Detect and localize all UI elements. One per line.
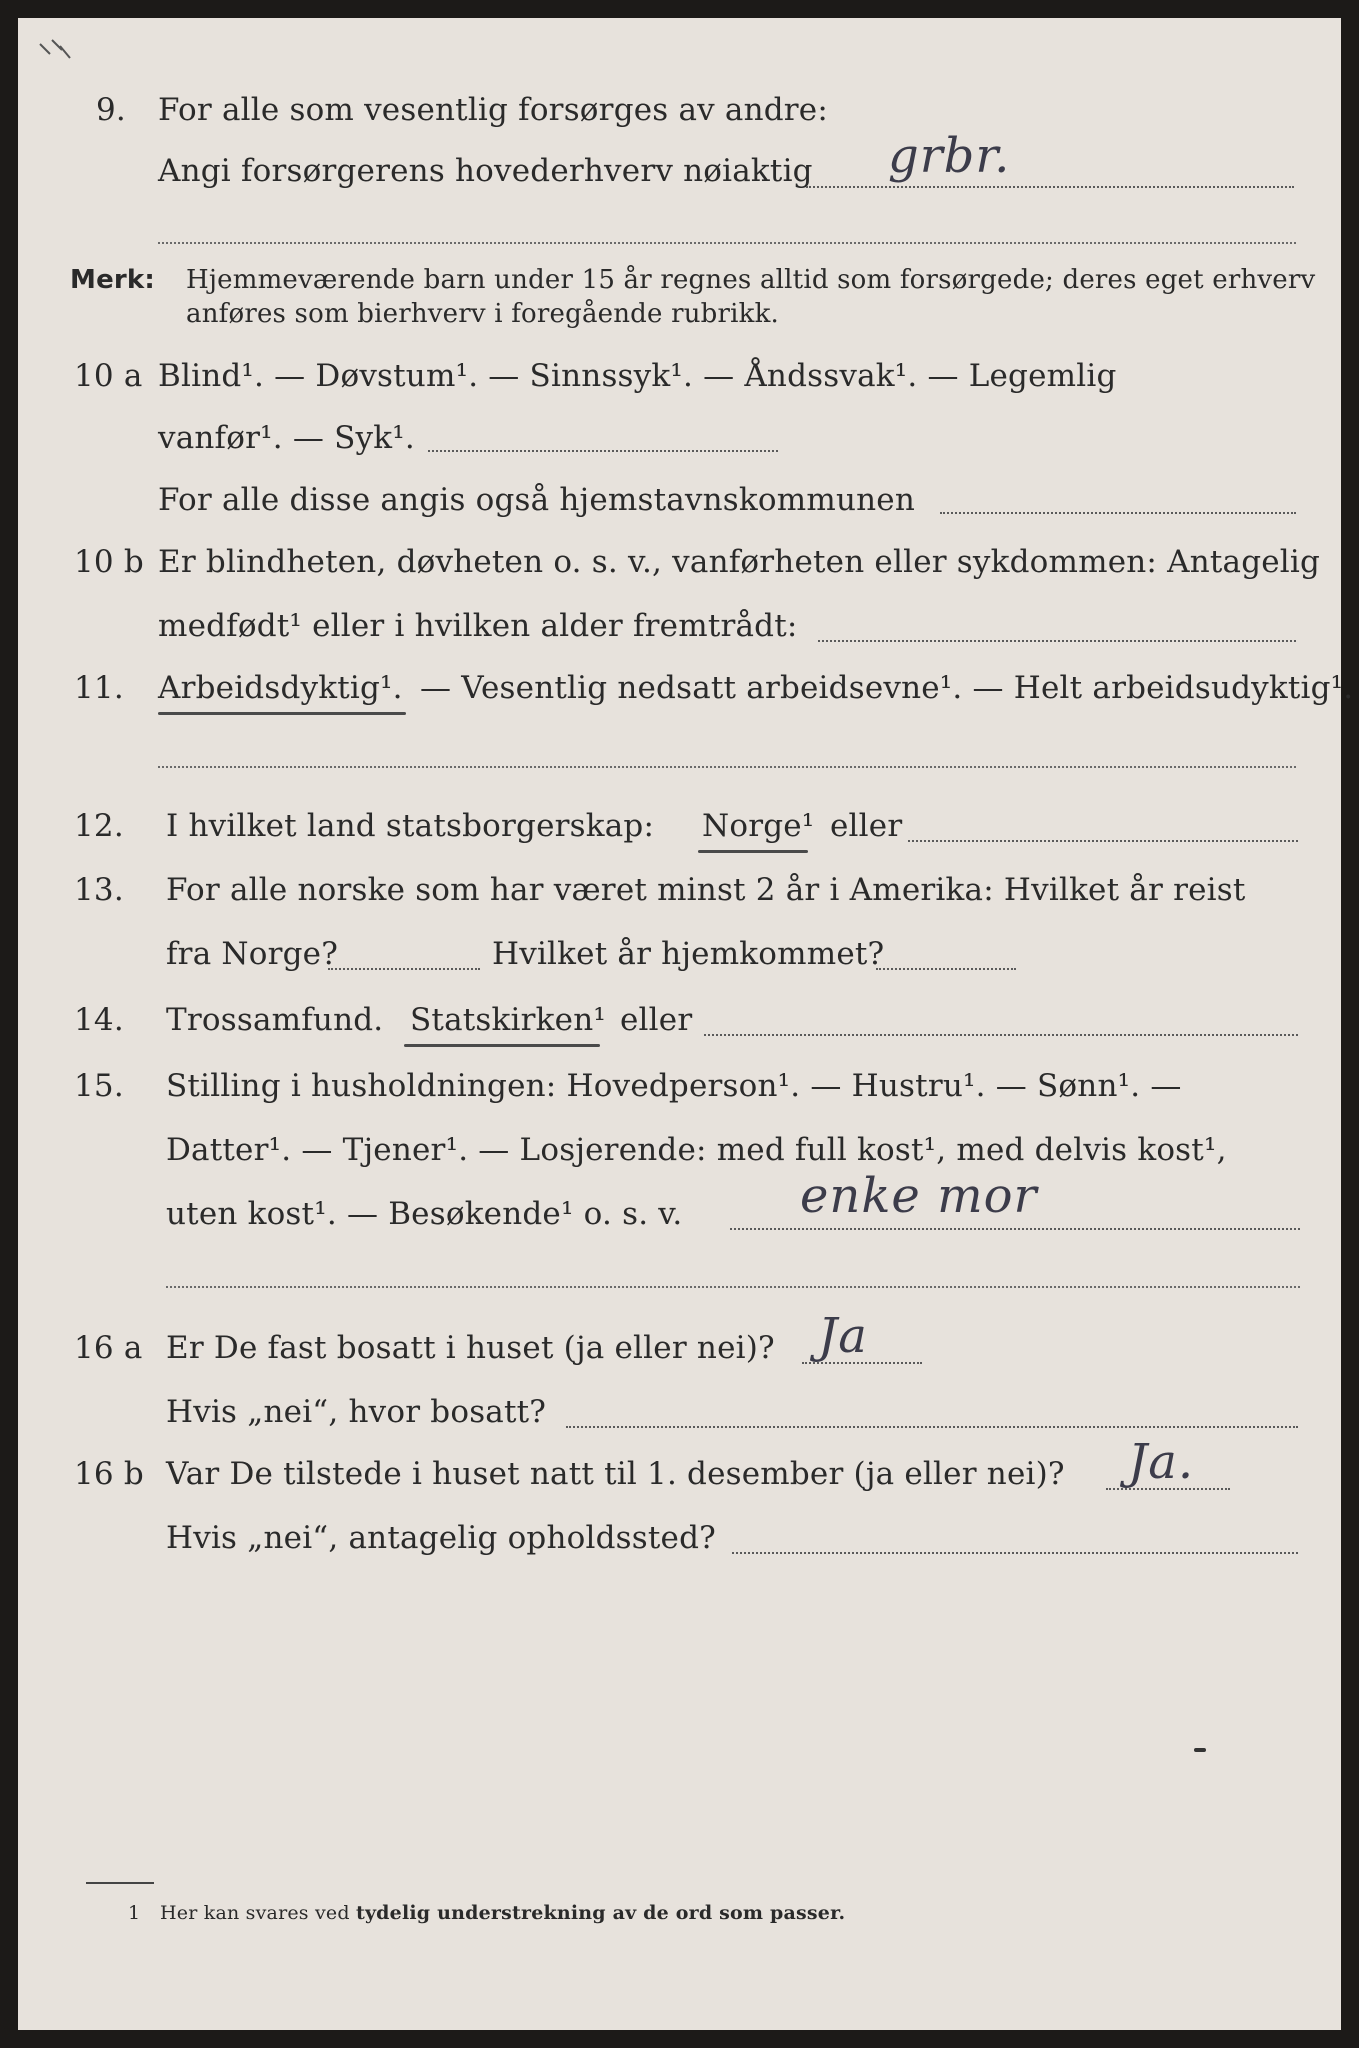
- q13-number: 13.: [74, 872, 124, 908]
- q14-underline: [404, 1044, 600, 1047]
- q14-text: Trossamfund.: [166, 1002, 384, 1038]
- q13-line2b: Hvilket år hjemkommet?: [492, 936, 885, 972]
- q9-line2: Angi forsørgerens hovederhverv nøiaktig: [158, 153, 813, 189]
- merk-label: Merk:: [70, 265, 156, 295]
- q15-extra-line: [166, 1286, 1300, 1288]
- q12-option-norge: Norge¹: [702, 808, 815, 844]
- q10a-line1: Blind¹. — Døvstum¹. — Sinnssyk¹. — Åndssvak¹. — Legemlig: [158, 358, 1117, 394]
- q9-line1: For alle som vesentlig forsørges av andre:: [158, 92, 828, 128]
- q16b-number: 16 b: [74, 1456, 144, 1492]
- q15-line2: Datter¹. — Tjener¹. — Losjerende: med full kost¹, med delvis kost¹,: [166, 1132, 1227, 1168]
- q10a-line2-dots: [428, 450, 778, 452]
- footnote-mark: 1: [128, 1902, 141, 1924]
- q13-line1: For alle norske som har været minst 2 år i Amerika: Hvilket år reist: [166, 872, 1246, 908]
- q12-underline: [698, 850, 808, 853]
- q16a-answer: Ja: [818, 1308, 868, 1364]
- q9-extra-line: [158, 242, 1296, 244]
- q12-number: 12.: [74, 808, 124, 844]
- q15-line3: uten kost¹. — Besøkende¹ o. s. v.: [166, 1196, 683, 1232]
- census-form-page: [18, 18, 1354, 2030]
- q14-dots: [704, 1034, 1298, 1036]
- q11-number: 11.: [74, 670, 124, 706]
- q9-answer: grbr.: [888, 128, 1011, 184]
- q11-extra-line: [158, 766, 1296, 768]
- q11-rest: — Vesentlig nedsatt arbeidsevne¹. — Helt arbeidsudyktig¹.: [420, 670, 1354, 706]
- corner-mark-icon: [36, 36, 76, 66]
- q12-tail: eller: [830, 808, 903, 844]
- q14-option-statskirken: Statskirken¹: [410, 1002, 606, 1038]
- q14-number: 14.: [74, 1002, 124, 1038]
- q16a-line1: Er De fast bosatt i huset (ja eller nei)?: [166, 1330, 775, 1366]
- q13-hjem-dots: [876, 968, 1016, 970]
- q12-dots: [908, 840, 1298, 842]
- q13-reist-dots: [328, 968, 480, 970]
- q9-answer-line: [806, 186, 1294, 188]
- q16b-answer: Ja.: [1128, 1434, 1195, 1490]
- q11-underline: [158, 712, 406, 715]
- ink-spot: [1194, 1748, 1206, 1752]
- footnote-text-a: Her kan svares ved: [160, 1902, 356, 1924]
- q16a-number: 16 a: [74, 1330, 143, 1366]
- q10b-number: 10 b: [74, 544, 144, 580]
- q16b-line2-dots: [732, 1552, 1298, 1554]
- merk-line2: anføres som bierhverv i foregående rubrikk.: [186, 299, 780, 329]
- q10a-line3-dots: [940, 512, 1296, 514]
- q10b-line1: Er blindheten, døvheten o. s. v., vanførheten eller sykdommen: Antagelig: [158, 544, 1321, 580]
- q16a-line2-dots: [566, 1426, 1298, 1428]
- q15-answer-line: [730, 1228, 1300, 1230]
- q11-option-arbeidsdyktig: Arbeidsdyktig¹.: [158, 670, 403, 706]
- q14-tail: eller: [620, 1002, 693, 1038]
- q10b-line2-dots: [818, 640, 1296, 642]
- q12-text: I hvilket land statsborgerskap:: [166, 808, 655, 844]
- q10b-line2: medfødt¹ eller i hvilken alder fremtrådt:: [158, 608, 798, 644]
- footnote-text: [160, 1900, 845, 1926]
- q10a-line3: For alle disse angis også hjemstavnskommunen: [158, 482, 915, 518]
- q16b-line2: Hvis „nei“, antagelig opholdssted?: [166, 1520, 716, 1556]
- footnote-rule: [86, 1882, 154, 1884]
- q10a-line2: vanfør¹. — Syk¹.: [158, 420, 415, 456]
- q15-answer: enke mor: [800, 1168, 1038, 1224]
- q10a-number: 10 a: [74, 358, 143, 394]
- q9-number: 9.: [96, 92, 126, 128]
- q16a-line2: Hvis „nei“, hvor bosatt?: [166, 1394, 547, 1430]
- q15-number: 15.: [74, 1068, 124, 1104]
- q16b-line1: Var De tilstede i huset natt til 1. desember (ja eller nei)?: [166, 1456, 1065, 1492]
- q13-line2a: fra Norge?: [166, 936, 339, 972]
- footnote-text-b: tydelig understrekning av de ord som passer.: [355, 1902, 846, 1924]
- q15-line1: Stilling i husholdningen: Hovedperson¹. — Hustru¹. — Sønn¹. —: [166, 1068, 1182, 1104]
- merk-line1: Hjemmeværende barn under 15 år regnes alltid som forsørgede; deres eget erhverv: [186, 265, 1316, 295]
